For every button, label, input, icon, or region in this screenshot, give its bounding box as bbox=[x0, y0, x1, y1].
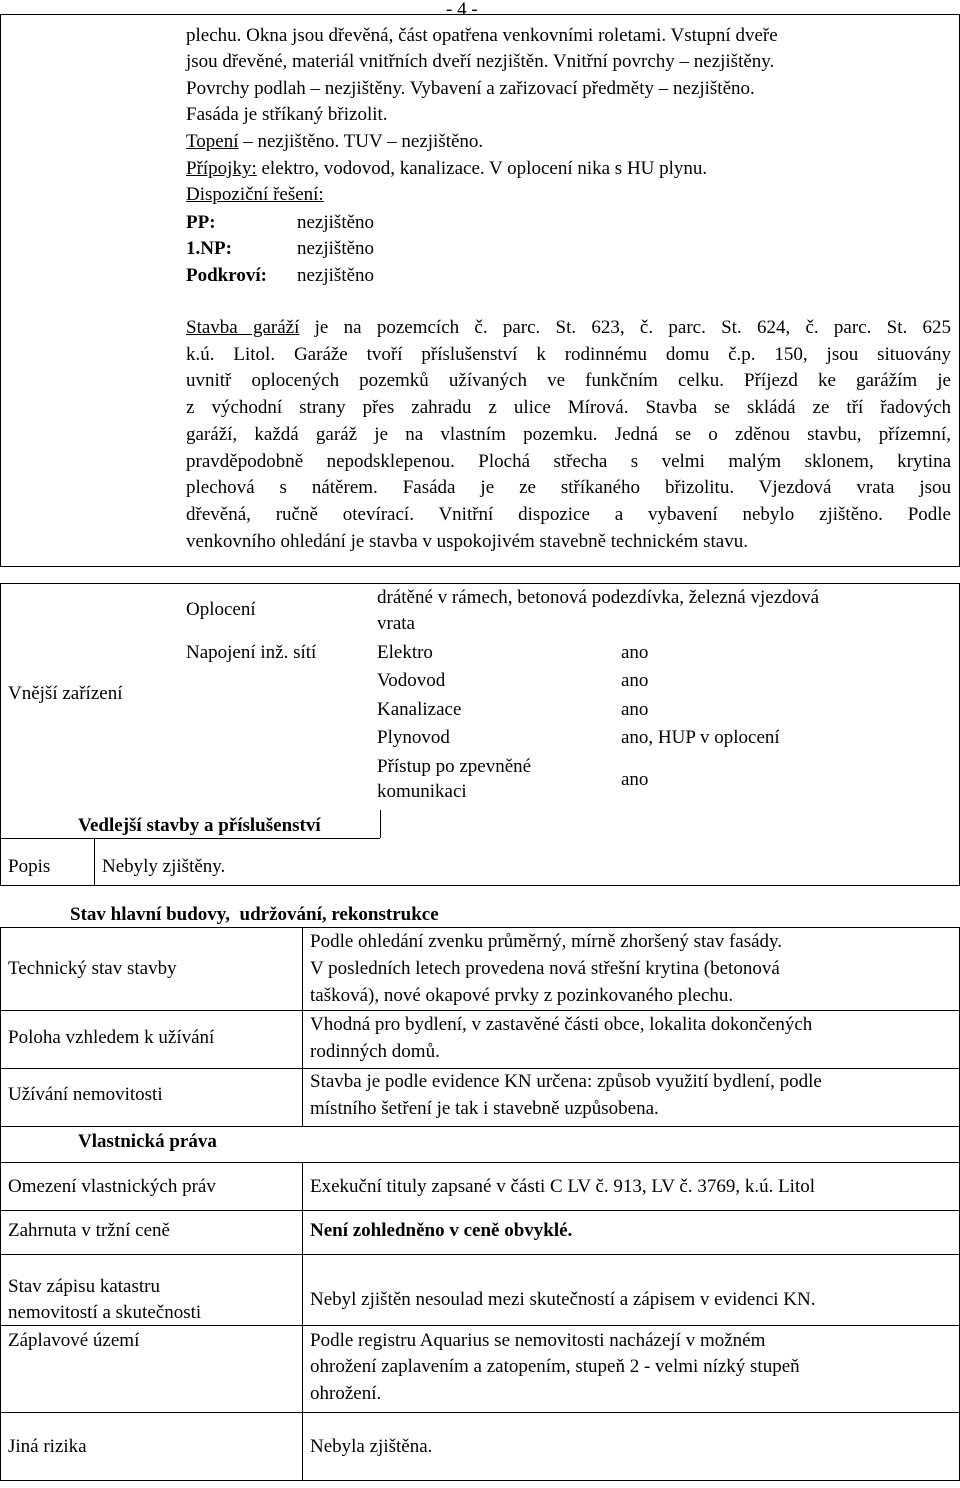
paragraph-line: venkovního ohledání je stavba v uspokojivém stavebně technickém stavu. bbox=[186, 530, 748, 552]
fence-value: vrata bbox=[377, 613, 415, 634]
row-label: Zahrnuta v tržní ceně bbox=[8, 1220, 170, 1241]
paragraph-line: k.ú. Litol. Garáže tvoří příslušenství k rodinnému domu č.p. 150, jsou situovány bbox=[186, 343, 951, 365]
paragraph-line bbox=[186, 315, 951, 342]
table-border bbox=[0, 1480, 960, 1481]
paragraph-line: pravděpodobně nepodsklepenou. Plochá střecha s velmi malým sklonem, krytina bbox=[186, 450, 951, 472]
floor-label: Podkroví: bbox=[186, 265, 267, 286]
row-divider bbox=[0, 1162, 960, 1163]
paragraph-line: dřevěná, ručně otevírací. Vnitřní dispozice a vybavení nebylo zjištěno. Podle bbox=[186, 503, 951, 525]
row-divider bbox=[0, 1210, 960, 1211]
utilities-label: Napojení inž. sítí bbox=[186, 642, 317, 663]
paragraph-line: z východní strany přes zahradu z ulice Mírová. Stavba se skládá ze tří řadových bbox=[186, 397, 951, 419]
access-label: Přístup po zpevněné bbox=[377, 756, 532, 777]
row-value: ohrožení. bbox=[310, 1383, 382, 1404]
external-equipment-label: Vnější zařízení bbox=[8, 683, 123, 704]
building-state-heading-a: Stav hlavní budovy, bbox=[70, 904, 230, 925]
utility-value: ano bbox=[621, 699, 649, 720]
utility-value: ano bbox=[621, 642, 649, 663]
row-value: Podle registru Aquarius se nemovitosti nacházejí v možném bbox=[310, 1330, 766, 1351]
paragraph-line: garáží, každá garáž je na vlastním pozemku. Jedná se o zděnou stavbu, přízemní, bbox=[186, 423, 951, 445]
row-label: Omezení vlastnických práv bbox=[8, 1176, 216, 1197]
garages-label: Stavba garáží bbox=[186, 317, 300, 338]
row-value: ohrožení zaplavením a zatopením, stupeň 2 - velmi nízký stupeň bbox=[310, 1356, 800, 1377]
paragraph-line: uvnitř oplocených pozemků užívaných ve funkčním celku. Příjezd ke garážím je bbox=[186, 370, 951, 392]
row-divider bbox=[0, 1325, 960, 1326]
row-value: Exekuční tituly zapsané v části C LV č. 913, LV č. 3769, k.ú. Litol bbox=[310, 1176, 816, 1197]
paragraph-line: plechová s nátěrem. Fasáda je ze stříkaného břizolitu. Vjezdová vrata jsou bbox=[186, 477, 951, 499]
building-state-heading bbox=[70, 905, 439, 924]
floor-label: PP: bbox=[186, 212, 216, 233]
row-value: Vhodná pro bydlení, v zastavěné části obce, lokalita dokončených bbox=[310, 1014, 813, 1035]
layout-heading: Dispoziční řešení: bbox=[186, 184, 324, 205]
row-value: rodinných domů. bbox=[310, 1041, 440, 1062]
garages-text: je na pozemcích č. parc. St. 623, č. parc. St. 624, č. parc. St. 625 bbox=[299, 317, 951, 338]
row-divider bbox=[0, 1254, 960, 1255]
box-border bbox=[0, 583, 1, 885]
connections-text: elektro, vodovod, kanalizace. V oplocení nika s HU plynu. bbox=[256, 158, 708, 179]
table-border bbox=[0, 927, 960, 928]
floor-value: nezjištěno bbox=[297, 265, 375, 286]
paragraph-line: Fasáda je stříkaný břizolit. bbox=[186, 104, 388, 125]
utility-name: Vodovod bbox=[377, 670, 446, 691]
row-label: Poloha vzhledem k užívání bbox=[8, 1027, 215, 1048]
connections-line bbox=[186, 159, 707, 178]
row-value: Nebyla zjištěna. bbox=[310, 1436, 433, 1457]
row-value: Podle ohledání zvenku průměrný, mírně zhoršený stav fasády. bbox=[310, 931, 783, 952]
description-value: Nebyly zjištěny. bbox=[102, 856, 226, 877]
fence-value: drátěné v rámech, betonová podezdívka, železná vjezdová bbox=[377, 587, 820, 608]
row-label: Technický stav stavby bbox=[8, 958, 177, 979]
utility-value: ano, HUP v oplocení bbox=[621, 727, 780, 748]
box-border bbox=[0, 583, 960, 584]
row-value: Není zohledněno v ceně obvyklé. bbox=[310, 1220, 573, 1241]
row-label: nemovitostí a skutečnosti bbox=[8, 1302, 202, 1323]
row-label: Záplavové území bbox=[8, 1330, 140, 1351]
top-box-bottom-border bbox=[0, 566, 960, 567]
access-value: ano bbox=[621, 769, 649, 790]
row-value: Stavba je podle evidence KN určena: způsob využití bydlení, podle bbox=[310, 1071, 822, 1092]
box-border bbox=[0, 885, 960, 886]
row-divider bbox=[0, 1068, 960, 1069]
paragraph-line: jsou dřevěné, materiál vnitřních dveří nezjištěn. Vnitřní povrchy – nezjištěny. bbox=[186, 51, 775, 72]
heating-label: Topení bbox=[186, 131, 239, 152]
utility-name: Plynovod bbox=[377, 727, 450, 748]
row-divider bbox=[0, 1010, 960, 1011]
column-divider bbox=[302, 927, 303, 1126]
utility-value: ano bbox=[621, 670, 649, 691]
ancillary-heading: Vedlejší stavby a příslušenství bbox=[78, 815, 321, 836]
row-label: Stav zápisu katastru bbox=[8, 1276, 160, 1297]
row-divider bbox=[0, 1412, 960, 1413]
utility-name: Elektro bbox=[377, 642, 433, 663]
row-value: Nebyl zjištěn nesoulad mezi skutečností a zápisem v evidenci KN. bbox=[310, 1289, 816, 1310]
utility-name: Kanalizace bbox=[377, 699, 462, 720]
building-state-heading-b: udržování, rekonstrukce bbox=[239, 904, 439, 925]
page-number: - 4 - bbox=[446, 0, 478, 20]
paragraph-line: Povrchy podlah – nezjištěny. Vybavení a zařizovací předměty – nezjištěno. bbox=[186, 78, 755, 99]
row-value: V posledních letech provedena nová střešní krytina (betonová bbox=[310, 958, 780, 979]
floor-value: nezjištěno bbox=[297, 212, 375, 233]
garages-paragraph bbox=[186, 315, 951, 555]
description-label: Popis bbox=[8, 856, 51, 877]
row-label: Jiná rizika bbox=[8, 1436, 87, 1457]
top-box-border bbox=[0, 14, 960, 15]
divider bbox=[94, 838, 95, 885]
row-value: tašková), nové okapové prvky z pozinkovaného plechu. bbox=[310, 985, 734, 1006]
paragraph-line: plechu. Okna jsou dřevěná, část opatřena venkovními roletami. Vstupní dveře bbox=[186, 25, 778, 46]
row-divider bbox=[0, 1126, 960, 1127]
ownership-heading: Vlastnická práva bbox=[78, 1131, 217, 1152]
divider bbox=[380, 810, 381, 838]
access-label: komunikaci bbox=[377, 781, 467, 802]
top-box-left-border bbox=[0, 14, 1, 566]
heating-line bbox=[186, 132, 483, 151]
row-label: Užívání nemovitosti bbox=[8, 1084, 163, 1105]
floor-label: 1.NP: bbox=[186, 238, 232, 259]
fence-label: Oplocení bbox=[186, 599, 256, 620]
row-value: místního šetření je tak i stavebně uzpůsobena. bbox=[310, 1098, 659, 1119]
divider bbox=[0, 838, 380, 839]
connections-label: Přípojky: bbox=[186, 158, 257, 179]
heating-text: – nezjištěno. TUV – nezjištěno. bbox=[238, 131, 484, 152]
floor-value: nezjištěno bbox=[297, 238, 375, 259]
